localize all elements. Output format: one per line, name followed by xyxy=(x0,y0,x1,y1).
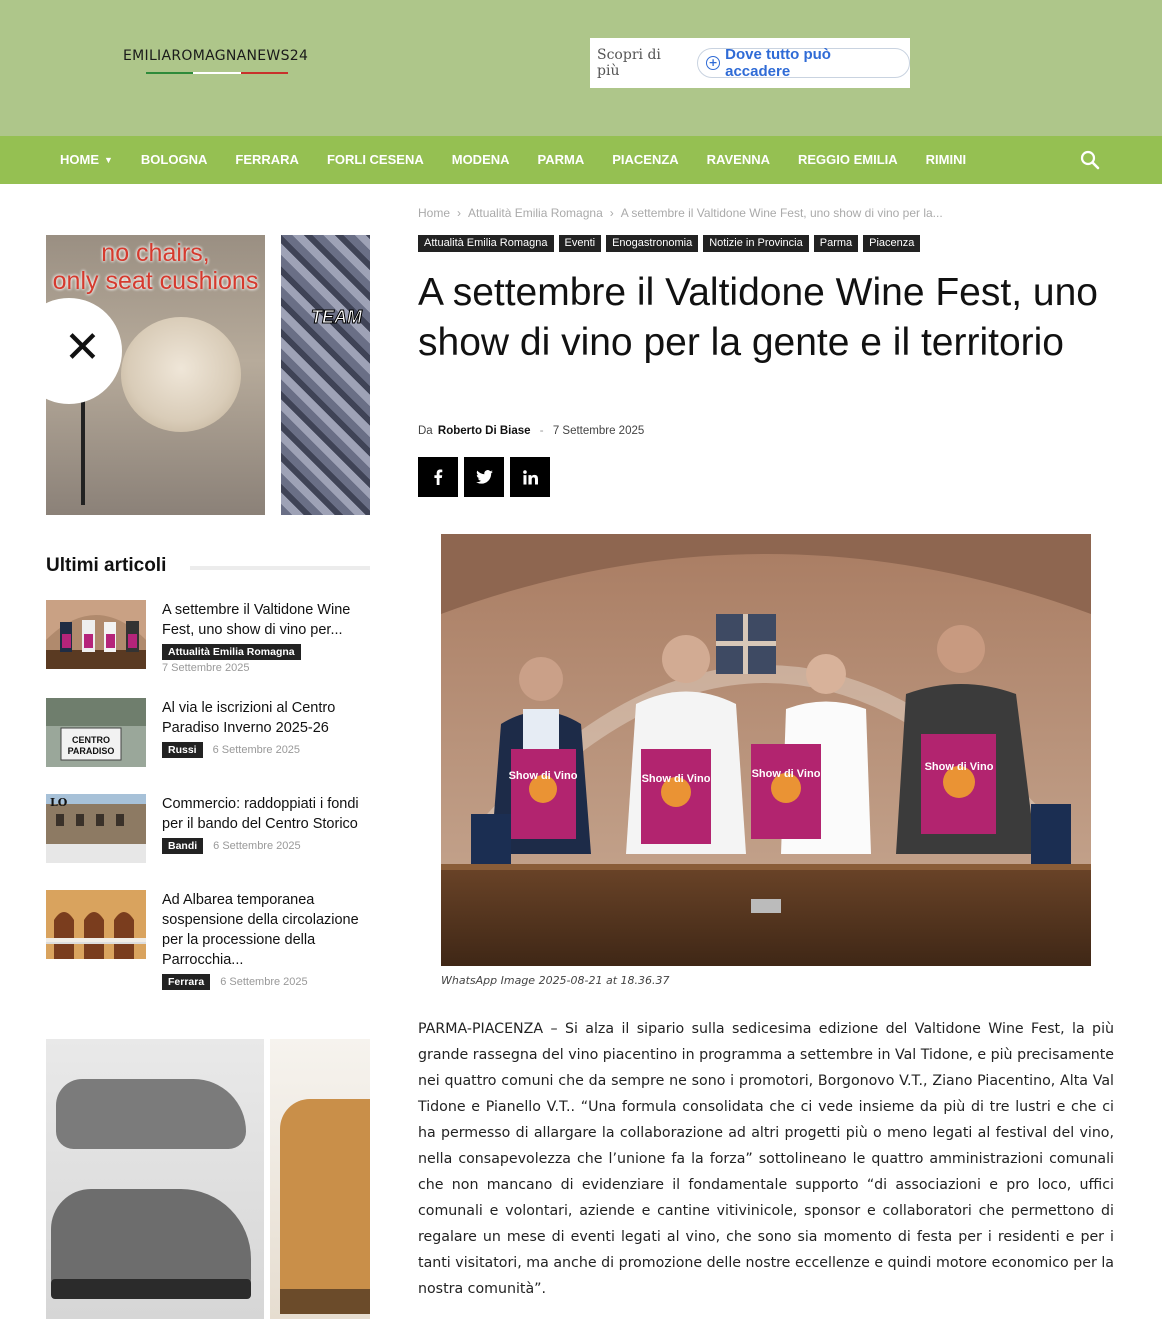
nav-item-parma[interactable]: PARMA xyxy=(537,152,585,167)
breadcrumb-current: A settembre il Valtidone Wine Fest, uno show di vino per la... xyxy=(620,206,943,220)
post-thumbnail[interactable] xyxy=(46,698,146,767)
post-title[interactable]: Commercio: raddoppiati i fondi per il bando del Centro Storico xyxy=(162,796,359,832)
post-date: 6 Settembre 2025 xyxy=(212,744,301,756)
breadcrumb-category[interactable]: Attualità Emilia Romagna xyxy=(468,206,603,220)
ad-headline-line2: only seat cushions xyxy=(52,267,259,295)
breadcrumb-separator-icon: › xyxy=(609,206,614,220)
nav-item-rimini[interactable]: RIMINI xyxy=(925,152,967,167)
ad-shirt-text: TEAM xyxy=(311,307,362,327)
byline-prefix: Da xyxy=(418,425,433,437)
logo-flag-underline xyxy=(146,72,288,74)
post-title[interactable]: Al via le iscrizioni al Centro Paradiso Inverno 2025-26 xyxy=(162,700,336,736)
category-tag[interactable]: Enogastronomia xyxy=(606,235,698,252)
nav-item-forli-cesena[interactable]: FORLI CESENA xyxy=(326,152,424,167)
post-date: 6 Settembre 2025 xyxy=(213,840,301,852)
flag-green xyxy=(146,72,193,74)
category-tag[interactable]: Piacenza xyxy=(863,235,920,252)
thumbnail-centro-paradiso-image xyxy=(46,698,146,767)
site-logo[interactable]: EMILIAROMAGNANEWS24 xyxy=(123,48,309,64)
thumbnail-centro-storico-image xyxy=(46,794,146,863)
nav-item-ferrara[interactable]: FERRARA xyxy=(235,152,299,167)
nav-item-bologna[interactable]: BOLOGNA xyxy=(140,152,208,167)
facebook-share-button[interactable] xyxy=(418,457,458,497)
author-link[interactable]: Roberto Di Biase xyxy=(437,425,531,437)
list-item[interactable] xyxy=(46,890,370,990)
svg-text:PARADISO: PARADISO xyxy=(67,746,115,756)
ad-lamp-stand xyxy=(81,385,85,505)
ad-headline-line1: no chairs, xyxy=(101,239,210,267)
post-meta xyxy=(162,974,308,990)
ad-label[interactable]: Scopri di più xyxy=(597,47,661,79)
chevron-down-icon: ▼ xyxy=(104,155,113,165)
breadcrumb-separator-icon: › xyxy=(457,206,462,220)
linkedin-share-button[interactable] xyxy=(510,457,550,497)
facebook-icon xyxy=(433,469,443,485)
article-featured-image[interactable] xyxy=(441,534,1091,966)
post-category[interactable]: Russi xyxy=(162,742,203,758)
nav-item-reggio-emilia[interactable]: REGGIO EMILIA xyxy=(798,152,898,167)
ad-tan-boot-sole xyxy=(280,1289,370,1314)
article-body: PARMA-PIACENZA – Si alza il sipario sulla sedicesima edizione del Valtidone Wine Fest, la più grande rassegna del vino piacentino in programma a settembre in Val Tidone, e più precisamente nei quattro comuni che da sempre ne sono i promotori, Borgonovo V.T., Ziano Piacentino, Alta Val Tidone e Pianello V.T.. “Una formula consolidata che ci vede insieme da più di tre lustri e che ci ha permesso di allargare la collaborazione ad altri progetti più o meno legati al festival del vino, nella consapevolezza che l’unione fa la forza” sottolineano le quattro amministrazioni comunali che non mancano di evidenziare il fondamentale supporto “di associazioni e pro loco, uffici comunali e volontari, aziende e cantine vitivinicole, sponsor e collaboratori che permettono di regalare un mese di eventi legati al vino, che sono sia momento di festa per i residenti e per i tanti visitatori, ma anche di promozione delle nostre eccellenze e quindi motore economico per la nostra comunità”. xyxy=(418,1021,1114,1297)
ad-cta-label: Dove tutto può accadere xyxy=(725,46,831,80)
post-thumbnail[interactable] xyxy=(46,890,146,959)
svg-text:CENTRO: CENTRO xyxy=(72,735,110,745)
ad-shirt-image xyxy=(281,235,370,515)
ad-chair-image xyxy=(121,317,241,432)
ad-boot-sole xyxy=(51,1279,251,1299)
post-category[interactable]: Bandi xyxy=(162,838,203,854)
ad-divider xyxy=(265,235,281,515)
nav-item-piacenza[interactable]: PIACENZA xyxy=(612,152,679,167)
post-title[interactable]: A settembre il Valtidone Wine Fest, uno show di vino per... xyxy=(162,602,351,638)
widget-title-line xyxy=(190,566,370,570)
category-tag[interactable]: Eventi xyxy=(559,235,602,252)
post-date: 7 Settembre 2025 xyxy=(162,662,250,674)
article-byline xyxy=(418,425,644,437)
linkedin-icon xyxy=(523,470,538,485)
post-category[interactable]: Attualità Emilia Romagna xyxy=(162,644,301,660)
article-title: A settembre il Valtidone Wine Fest, uno show di vino per la gente e il territorio xyxy=(418,271,1098,364)
thumbnail-albarea-image xyxy=(46,890,146,959)
sidebar-ad-shoes[interactable] xyxy=(46,1039,370,1319)
svg-text:LO: LO xyxy=(50,796,68,809)
flag-red xyxy=(241,72,288,74)
latest-articles-title: Ultimi articoli xyxy=(46,555,167,576)
post-thumbnail[interactable] xyxy=(46,600,146,669)
breadcrumb xyxy=(418,206,943,220)
post-title[interactable]: Ad Albarea temporanea sospensione della circolazione per la processione della Parrocchia... xyxy=(162,892,359,968)
poster-text: Show di Vino xyxy=(641,773,711,785)
breadcrumb-home[interactable]: Home xyxy=(418,206,451,220)
x-mark-icon: ✕ xyxy=(64,322,101,373)
category-tag[interactable]: Notizie in Provincia xyxy=(703,235,809,252)
sidebar-ad-cushions[interactable] xyxy=(46,235,370,515)
press-conference-photo xyxy=(441,534,1091,966)
plus-circle-icon: + xyxy=(706,56,720,70)
ad-tan-boot xyxy=(280,1099,370,1309)
list-item[interactable] xyxy=(46,600,370,680)
post-thumbnail[interactable] xyxy=(46,794,146,863)
flag-white xyxy=(193,72,240,74)
post-date: 6 Settembre 2025 xyxy=(220,976,308,988)
poster-text: Show di Vino xyxy=(751,768,821,780)
thumbnail-press-image xyxy=(46,600,146,669)
twitter-share-button[interactable] xyxy=(464,457,504,497)
site-header xyxy=(0,0,1162,136)
image-caption: WhatsApp Image 2025-08-21 at 18.36.37 xyxy=(441,974,670,987)
poster-text: Show di Vino xyxy=(924,761,994,773)
poster-text: Show di Vino xyxy=(508,770,578,782)
nav-item-label: HOME xyxy=(60,152,99,167)
post-category[interactable]: Ferrara xyxy=(162,974,210,990)
list-item[interactable] xyxy=(46,794,370,866)
twitter-icon xyxy=(476,470,493,484)
top-banner-ad[interactable] xyxy=(590,38,910,88)
share-buttons xyxy=(418,457,556,497)
category-tag[interactable]: Attualità Emilia Romagna xyxy=(418,235,554,252)
nav-item-modena[interactable]: MODENA xyxy=(451,152,510,167)
main-nav xyxy=(0,136,1162,184)
ad-cta-button[interactable] xyxy=(697,48,910,78)
nav-item-ravenna[interactable]: RAVENNA xyxy=(706,152,770,167)
list-item[interactable] xyxy=(46,698,370,770)
article-date: 7 Settembre 2025 xyxy=(552,425,645,437)
article-categories xyxy=(418,235,925,252)
ad-headline xyxy=(46,239,265,295)
post-meta xyxy=(162,838,301,854)
ad-gray-boot-top xyxy=(56,1079,246,1149)
post-meta xyxy=(162,742,300,758)
category-tag[interactable]: Parma xyxy=(814,235,858,252)
search-icon[interactable] xyxy=(1080,150,1100,170)
post-meta xyxy=(162,644,301,660)
nav-item-home[interactable] xyxy=(46,136,127,184)
byline-separator: - xyxy=(539,425,544,437)
